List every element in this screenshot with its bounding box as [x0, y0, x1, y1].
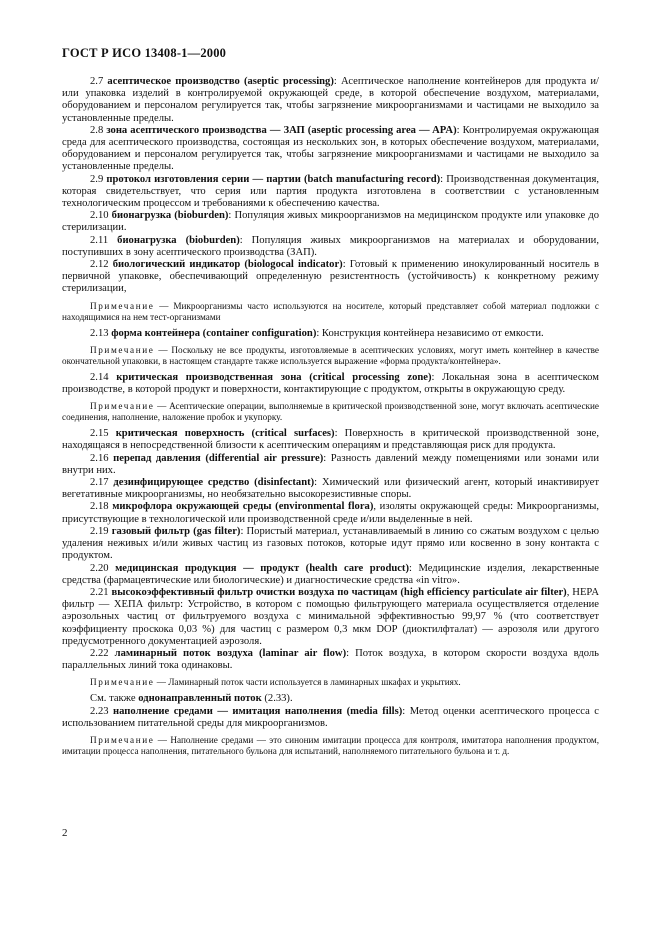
clause-number: 2.22: [90, 647, 109, 659]
definition-paragraph: [62, 648, 599, 672]
definition-text: : Производственная документация, которая свидетельствует, что серия или партия продукта изготовлена в соответствии с установленным технологическим процессом и требованиями к обеспечению качества.: [62, 173, 599, 210]
term-name: бионагрузка (bioburden): [111, 210, 229, 222]
definition-text: : Готовый к применению инокулированный носитель в первичной упаковке, обеспечивающий определенную резистентность (устойчивость) к конкретному режиму стерилизации,: [62, 259, 600, 295]
term-name: протокол изготовления серии — партии (batch manufacturing record): [106, 173, 441, 185]
definition-paragraph: [62, 587, 599, 648]
term-name: бионагрузка (bioburden): [117, 234, 240, 246]
note-paragraph: [62, 401, 599, 423]
definition-paragraph: [62, 563, 599, 587]
definition-text: : Химический или физический агент, который инактивирует вегетативные микроорганизмы, но необязательно высокорезистивные споры.: [62, 477, 599, 501]
note-label: Примечание: [90, 300, 155, 311]
term-name: биологический индикатор (biologocal indicator): [112, 259, 343, 271]
note-text: — Асептические операции, выполняемые в критической производственной зоне, могут включать асептические соединения, наполнение, наложение пробок и укупорку.: [62, 401, 599, 423]
definition-text: (2.33).: [261, 693, 293, 705]
definition-paragraph: [62, 259, 599, 296]
term-name: микрофлора окружающей среды (environmental flora): [112, 501, 374, 513]
note-text: — Микроорганизмы часто используются на носителе, который представляет собой материал подложки с находящимися на нем тест-организмами: [62, 300, 599, 322]
note-label: Примечание: [90, 677, 155, 688]
definition-paragraph: [62, 235, 599, 259]
definition-paragraph: [62, 174, 599, 211]
term-name: однонаправленный поток: [138, 693, 262, 705]
definition-paragraph: [62, 477, 599, 501]
definition-text: : Пористый материал, устанавливаемый в линию со сжатым воздухом с целью удаления неживых и/или живых частиц из газовых потоков, которые идут прямо или косвенно в зону контакта с продуктом.: [62, 525, 600, 562]
clause-prefix: См. также: [90, 693, 139, 705]
term-name: перепад давления (differential air pressure): [113, 452, 324, 464]
definition-paragraph: [62, 453, 599, 477]
definition-text: : Метод оценки асептического процесса с использованием питательной среды для микроорганизмов.: [62, 705, 599, 729]
term-name: ламинарный поток воздуха (laminar air flow): [114, 647, 347, 659]
term-name: высокоэффективный фильтр очистки воздуха по частицам (high efficiency particulate air filter): [111, 586, 567, 598]
definition-text: : Поверхность в критической производственной зоне, находящаяся в непосредственной близости к асептическим операциям и представляющая риск для продукта.: [62, 428, 599, 452]
definition-paragraph: [62, 210, 599, 234]
clause-number: 2.21: [90, 586, 109, 598]
definition-paragraph: [62, 706, 599, 730]
clause-number: 2.23: [90, 705, 109, 717]
note-paragraph: [62, 301, 599, 323]
note-text: — Ламинарный поток части используется в ламинарных шкафах и укрытиях.: [154, 677, 461, 688]
clause-number: 2.9: [90, 173, 104, 185]
clause-number: 2.20: [90, 562, 109, 574]
definition-text: : Поток воздуха, в котором скорости воздуха вдоль параллельных линий тока одинаковы.: [62, 647, 599, 672]
document-header: ГОСТ Р ИСО 13408-1—2000: [62, 46, 227, 60]
definition-text: , HEPA фильтр — ХЕПА фильтр: Устройство, в котором с помощью фильтрующего материала осуществляется отделение аэрозольных частиц от фильтруемого воздуха с минимальной эффективностью 99,97 % (что соответствует коэффициенту проскока 0,03 %) для частиц с размером 0,3 мкм DOP (диоктилфталат) — аэрозоля или другого предусмотренного документацией аэрозоля.: [62, 586, 599, 647]
definition-paragraph: [62, 501, 599, 525]
definition-text: : Популяция живых микроорганизмов на медицинском продукте или упаковке до стерилизации.: [62, 210, 600, 234]
clause-number: 2.16: [90, 452, 109, 464]
term-name: медицинская продукция — продукт (health care product): [115, 562, 409, 574]
clause-number: 2.18: [90, 501, 109, 513]
definition-text: , изоляты окружающей среды: Микроорганизмы, присутствующие в технологической или производственной среде и/или выделенные в ней.: [62, 501, 599, 525]
clause-number: 2.13: [90, 327, 109, 339]
document-body: [62, 76, 599, 762]
term-name: форма контейнера (container configuration): [111, 327, 317, 339]
note-paragraph: [62, 345, 599, 367]
clause-number: 2.7: [90, 76, 104, 87]
term-name: дезинфицирующее средство (disinfectant): [113, 477, 315, 489]
term-name: газовый фильтр (gas filter): [111, 525, 241, 537]
clause-number: 2.8: [90, 124, 104, 136]
definition-paragraph: [62, 328, 599, 340]
term-name: асептическое производство (aseptic processing): [107, 76, 334, 87]
definition-text: : Асептическое наполнение контейнеров для продукта и/или упаковка изделий в контролируемой окружающей среде, в которой обеспечение воздухом, материалами, оборудованием и персоналом регулируется так, чтобы загрязнение микроорганизмами и частицами не выходило за установленные пределы.: [62, 76, 599, 124]
note-label: Примечание: [90, 734, 155, 745]
definition-text: : Популяция живых микроорганизмов на материалах и оборудовании, поступивших в зону асептического производства (ЗАП).: [62, 234, 599, 258]
term-name: критическая поверхность (critical surfaces): [115, 428, 335, 440]
definition-paragraph: [62, 693, 599, 705]
clause-number: 2.19: [90, 525, 109, 537]
term-name: наполнение средами — имитация наполнения (media fills): [113, 705, 403, 717]
note-text: — Наполнение средами — это синоним имитации процесса для контроля, имитатора наполнения продуктом, имитации процесса наполнения, питательного бульона для испытаний, наполняемого питательного бульона и т. д.: [62, 734, 599, 756]
clause-number: 2.10: [90, 210, 109, 222]
note-label: Примечание: [90, 401, 155, 412]
definition-text: : Локальная зона в асептическом производстве, в которой продукт и поверхности, контактирующие с продуктом, открыты в окружающую среду.: [62, 371, 599, 396]
definition-text: : Конструкция контейнера независимо от емкости.: [316, 327, 544, 339]
definition-text: : Контролируемая окружающая среда для асептического производства, состоящая из нескольких зон, в которых обеспечение воздухом, материалами, оборудованием и персоналом регулируется так, чтобы загрязнение микроорганизмами и частицами не выходило за установленные пределы.: [62, 124, 600, 173]
page-number: 2: [62, 827, 68, 839]
definition-paragraph: [62, 372, 599, 396]
clause-number: 2.12: [90, 259, 109, 271]
note-text: — Поскольку не все продукты, изготовляемые в асептических условиях, могут иметь контейнер в качестве окончательной упаковки, в настоящем стандарте также используется выражение «форма продукта/контейнера».: [62, 344, 599, 366]
definition-paragraph: [62, 428, 599, 452]
definition-text: : Медицинские изделия, лекарственные средства (фармацевтические или биологические) и диагностические средства «in vitro».: [62, 562, 599, 586]
term-name: зона асептического производства — ЗАП (aseptic processing area — APA): [106, 124, 457, 136]
definition-text: : Разность давлений между помещениями или зонами или внутри них.: [62, 452, 599, 476]
note-paragraph: [62, 677, 599, 688]
definition-paragraph: [62, 125, 599, 174]
definition-paragraph: [62, 76, 599, 125]
note-label: Примечание: [90, 344, 155, 355]
clause-number: 2.14: [90, 371, 109, 383]
note-paragraph: [62, 735, 599, 757]
clause-number: 2.17: [90, 477, 109, 489]
clause-number: 2.15: [90, 428, 109, 440]
clause-number: 2.11: [90, 234, 109, 246]
term-name: критическая производственная зона (critical processing zone): [116, 371, 432, 383]
definition-paragraph: [62, 526, 599, 563]
